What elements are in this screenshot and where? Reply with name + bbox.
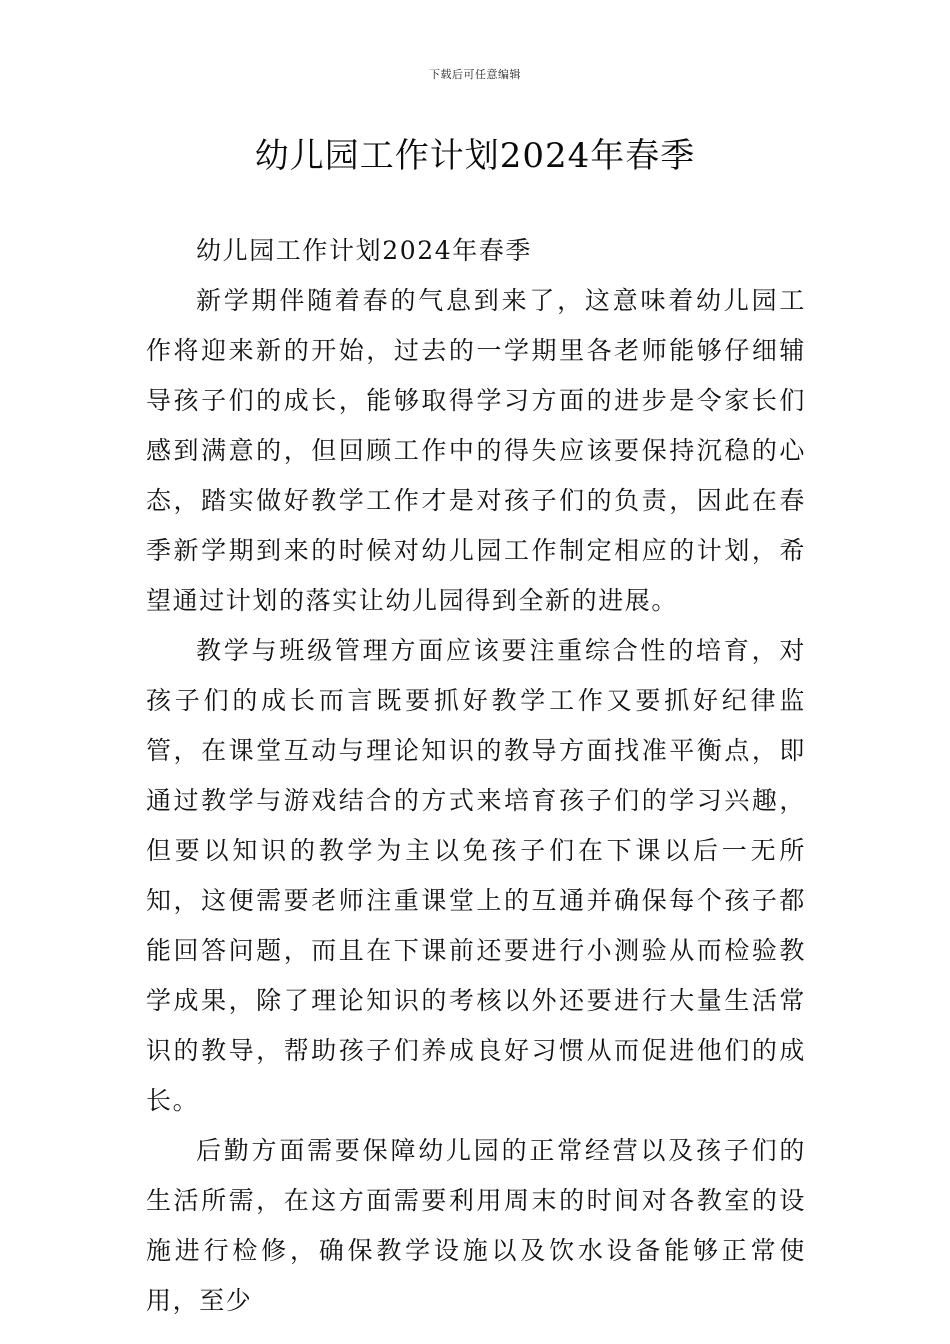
paragraph-logistics: 后勤方面需要保障幼儿园的正常经营以及孩子们的生活所需，在这方面需要利用周末的时间对各教室的设施进行检修，确保教学设施以及饮水设备能够正常使用，至少 <box>146 1136 806 1315</box>
document-title: 幼儿园工作计划2024年春季 <box>254 136 696 176</box>
paragraph-teaching: 教学与班级管理方面应该要注重综合性的培育，对孩子们的成长而言既要抓好教学工作又要抓好纪律监管，在课堂互动与理论知识的教导方面找准平衡点，即通过教学与游戏结合的方式来培育孩子们的学习兴趣，但要以知识的教学为主以免孩子们在下课以后一无所知，这便需要老师注重课堂上的互通并确保每个孩子都能回答问题，而且在下课前还要进行小测验从而检验教学成果，除了理论知识的考核以外还要进行大量生活常识的教导，帮助孩子们养成良好习惯从而促进他们的成长。 <box>146 636 806 1115</box>
document-body <box>146 226 806 1326</box>
header-note: 下载后可任意编辑 <box>429 68 521 81</box>
paragraph-subtitle: 幼儿园工作计划2024年春季 <box>196 236 533 265</box>
paragraph-intro: 新学期伴随着春的气息到来了，这意味着幼儿园工作将迎来新的开始，过去的一学期里各老师能够仔细辅导孩子们的成长，能够取得学习方面的进步是令家长们感到满意的，但回顾工作中的得失应该要保持沉稳的心态，踏实做好教学工作才是对孩子们的负责，因此在春季新学期到来的时候对幼儿园工作制定相应的计划，希望通过计划的落实让幼儿园得到全新的进展。 <box>146 286 806 615</box>
